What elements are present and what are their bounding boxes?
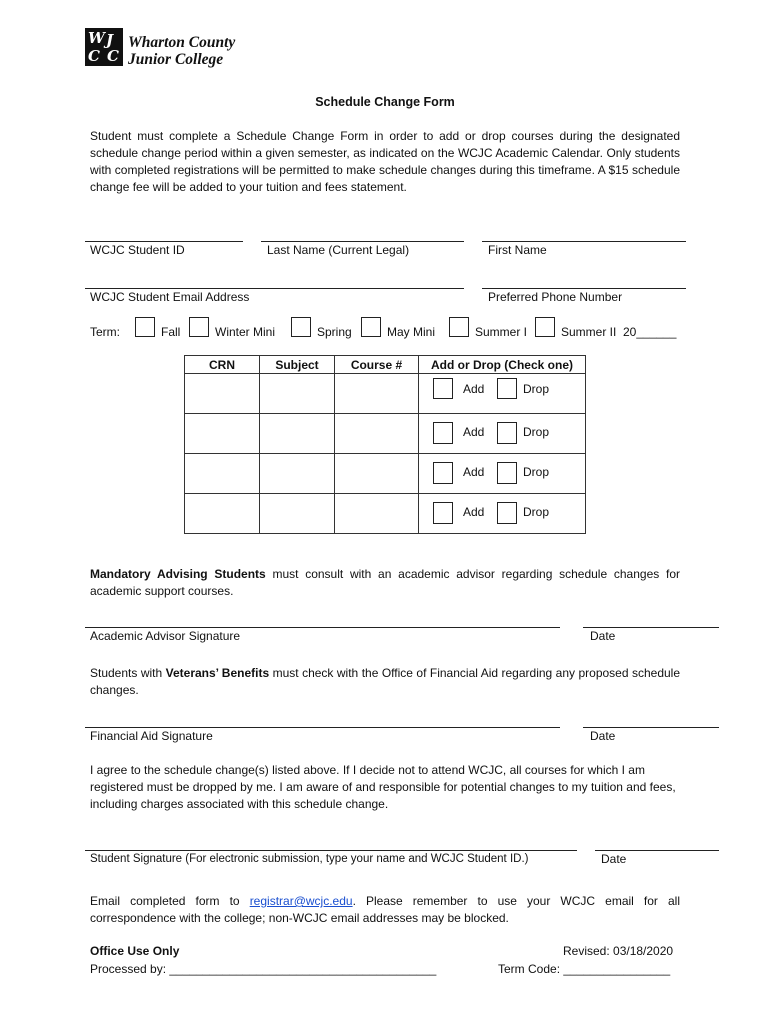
email-label: WCJC Student Email Address (90, 290, 250, 304)
subject-cell[interactable] (260, 414, 335, 454)
table-row (185, 414, 586, 454)
header-subject: Subject (260, 356, 335, 374)
email-line[interactable] (85, 288, 464, 289)
first-name-line[interactable] (482, 241, 686, 242)
advisor-date-label: Date (590, 629, 616, 643)
crn-cell[interactable] (185, 414, 260, 454)
term-summer-1-checkbox[interactable] (449, 317, 469, 337)
term-fall-label: Fall (161, 325, 181, 339)
advisor-signature-line[interactable] (85, 627, 560, 628)
header-crn: CRN (185, 356, 260, 374)
crn-cell[interactable] (185, 454, 260, 494)
first-name-label: First Name (488, 243, 547, 257)
financial-aid-signature-line[interactable] (85, 727, 560, 728)
form-title: Schedule Change Form (315, 95, 455, 109)
email-rest: . Please remember to use your WCJC email for all correspondence with the college; non-WCJC email addresses may be blocked. (90, 894, 680, 925)
logo-letter-j: J (106, 31, 114, 49)
term-spring-label: Spring (317, 325, 352, 339)
veterans-rest: must check with the Office of Financial Aid regarding any proposed schedule changes. (90, 666, 681, 697)
last-name-line[interactable] (261, 241, 464, 242)
student-signature-label: Student Signature (For electronic submission, type your name and WCJC Student ID.) (90, 853, 529, 865)
registrar-email-link[interactable]: registrar@wcjc.edu (249, 894, 353, 908)
term-winter-mini-checkbox[interactable] (189, 317, 209, 337)
processed-by-field[interactable]: Processed by: ________________________________________ (90, 962, 437, 976)
term-label: Term: (90, 325, 120, 339)
table-row (185, 454, 586, 494)
email-prefix: Email completed form to (90, 894, 250, 908)
course-number-cell[interactable] (335, 454, 419, 494)
college-logo-mark (85, 28, 123, 66)
college-name-line1: Wharton County (128, 34, 236, 51)
drop-checkbox[interactable] (497, 422, 517, 444)
logo-letter-c2: C (107, 47, 119, 65)
advisor-signature-label: Academic Advisor Signature (90, 629, 241, 643)
student-id-line[interactable] (85, 241, 243, 242)
term-may-mini-label: May Mini (387, 325, 436, 339)
advisor-date-line[interactable] (583, 627, 719, 628)
student-id-label: WCJC Student ID (90, 243, 185, 257)
add-drop-cell (419, 414, 586, 454)
drop-checkbox[interactable] (497, 378, 517, 399)
intro-paragraph: Student must complete a Schedule Change Form in order to add or drop courses during the designated schedule change period within a given semester, as indicated on the WCJC Academic Calendar. Only students with completed registrations will be permitted to make schedule changes during this timeframe. A $15 schedule change fee will be added to your tuition and fees statement. (90, 129, 680, 194)
office-use-heading: Office Use Only (90, 944, 180, 958)
term-winter-mini-label: Winter Mini (215, 325, 276, 339)
subject-cell[interactable] (260, 494, 335, 534)
drop-checkbox[interactable] (497, 502, 517, 524)
term-fall-checkbox[interactable] (135, 317, 155, 337)
add-label: Add (463, 382, 485, 396)
add-label: Add (463, 465, 485, 479)
last-name-label: Last Name (Current Legal) (267, 243, 410, 257)
add-drop-cell (419, 454, 586, 494)
crn-cell[interactable] (185, 374, 260, 414)
add-label: Add (463, 505, 485, 519)
term-may-mini-checkbox[interactable] (361, 317, 381, 337)
college-name (128, 34, 235, 68)
veterans-paragraph (90, 665, 680, 699)
drop-checkbox[interactable] (497, 462, 517, 484)
advising-paragraph (90, 566, 680, 600)
drop-label: Drop (523, 382, 550, 396)
header-add-drop: Add or Drop (Check one) (419, 356, 586, 374)
subject-cell[interactable] (260, 454, 335, 494)
financial-aid-date-label: Date (590, 729, 616, 743)
financial-aid-date-line[interactable] (583, 727, 719, 728)
college-name-line2: Junior College (128, 51, 224, 68)
table-row (185, 494, 586, 534)
subject-cell[interactable] (260, 374, 335, 414)
add-drop-cell (419, 494, 586, 534)
course-number-cell[interactable] (335, 494, 419, 534)
financial-aid-signature-label: Financial Aid Signature (90, 729, 213, 743)
veterans-prefix: Students with (90, 666, 166, 680)
advising-rest: must consult with an academic advisor regarding schedule changes for academic support courses. (90, 567, 680, 598)
crn-cell[interactable] (185, 494, 260, 534)
add-checkbox[interactable] (433, 378, 453, 399)
table-row (185, 374, 586, 414)
course-table (184, 355, 586, 534)
course-number-cell[interactable] (335, 414, 419, 454)
term-summer-1-label: Summer I (475, 325, 528, 339)
add-drop-cell (419, 374, 586, 414)
student-signature-line[interactable] (85, 850, 577, 851)
email-paragraph (90, 893, 680, 927)
add-checkbox[interactable] (433, 422, 453, 444)
advising-bold: Mandatory Advising Students (90, 567, 266, 581)
drop-label: Drop (523, 505, 550, 519)
add-label: Add (463, 425, 485, 439)
drop-label: Drop (523, 465, 550, 479)
term-summer-2-checkbox[interactable] (535, 317, 555, 337)
add-checkbox[interactable] (433, 502, 453, 524)
phone-label: Preferred Phone Number (488, 290, 623, 304)
logo-letter-w: W (88, 29, 105, 47)
logo-letter-c: C (88, 47, 100, 65)
agreement-paragraph: I agree to the schedule change(s) listed above. If I decide not to attend WCJC, all courses for which I am registered must be dropped by me. I am aware of and responsible for potential changes to my tuition and fees, including charges associated with this schedule change. (90, 763, 676, 811)
table-header-row (185, 356, 586, 374)
header-course-number: Course # (335, 356, 419, 374)
term-code-field[interactable]: Term Code: ________________ (498, 962, 671, 976)
course-number-cell[interactable] (335, 374, 419, 414)
phone-line[interactable] (482, 288, 686, 289)
veterans-bold: Veterans’ Benefits (165, 666, 270, 680)
student-date-line[interactable] (595, 850, 719, 851)
student-date-label: Date (601, 852, 627, 866)
add-checkbox[interactable] (433, 462, 453, 484)
revised-date: Revised: 03/18/2020 (563, 944, 674, 958)
drop-label: Drop (523, 425, 550, 439)
term-summer-2-label: Summer II 20______ (561, 325, 677, 339)
term-spring-checkbox[interactable] (291, 317, 311, 337)
